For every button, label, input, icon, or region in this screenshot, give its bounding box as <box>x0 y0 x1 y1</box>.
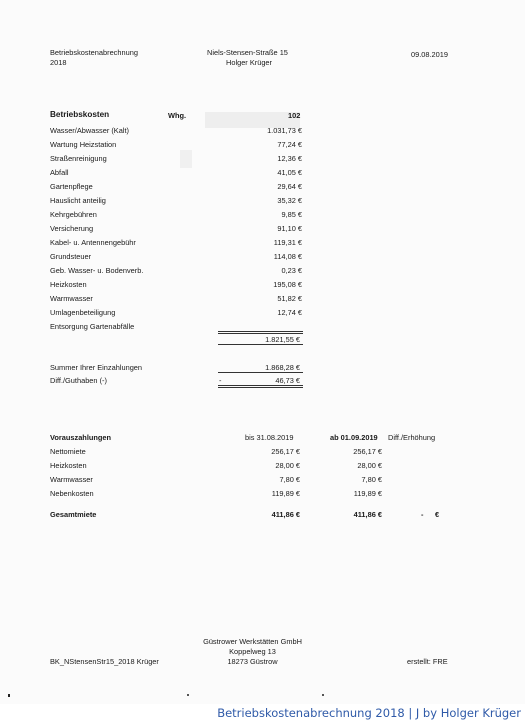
cost-row <box>50 126 305 140</box>
file-reference: BK_NStensenStr15_2018 Krüger <box>50 657 159 666</box>
cost-label: Wartung Heizstation <box>50 140 117 149</box>
cost-value: 114,08 € <box>273 252 302 261</box>
diff-sign: - <box>219 376 222 385</box>
prepayment-row <box>50 447 450 461</box>
cost-value: 12,74 € <box>277 308 302 317</box>
cost-value: 91,10 € <box>277 224 302 233</box>
col-until: bis 31.08.2019 <box>245 433 294 442</box>
diff-rule <box>218 385 303 386</box>
total-rent-label: Gesamtmiete <box>50 510 97 519</box>
cost-label: Kehrgebühren <box>50 210 97 219</box>
cost-row <box>50 280 305 294</box>
cost-row <box>50 238 305 252</box>
cost-value: 77,24 € <box>277 140 302 149</box>
prepayment-until: 7,80 € <box>279 475 300 484</box>
cost-row <box>50 308 305 322</box>
cost-value: 1.031,73 € <box>267 126 302 135</box>
cost-row <box>50 210 305 224</box>
company-street: Koppelweg 13 <box>229 647 276 656</box>
doc-title: Betriebskostenabrechnung <box>50 48 138 57</box>
cost-row <box>50 196 305 210</box>
company-name: Güstrower Werkstätten GmbH <box>203 637 302 646</box>
prepayment-label: Nettomiete <box>50 447 86 456</box>
cost-row <box>50 182 305 196</box>
cost-label: Wasser/Abwasser (Kalt) <box>50 126 129 135</box>
tenant-name: Holger Krüger <box>226 58 273 67</box>
prepayment-total-row <box>50 510 450 524</box>
cost-label: Grundsteuer <box>50 252 92 261</box>
cost-label: Kabel- u. Antennengebühr <box>50 238 136 247</box>
prepayment-row <box>50 489 450 503</box>
total-rent-until: 411,86 € <box>271 510 300 519</box>
image-caption-link[interactable]: Betriebskostenabrechnung 2018 | J by Holger Krüger <box>217 706 521 720</box>
unit-label: Whg. <box>168 111 187 120</box>
cost-label: Gartenpflege <box>50 182 93 191</box>
total-rent-diff-euro: € <box>435 510 440 519</box>
prepayments-heading: Vorauszahlungen <box>50 433 112 442</box>
cost-label: Hauslicht anteilig <box>50 196 106 205</box>
col-from: ab 01.09.2019 <box>330 433 378 442</box>
cost-label: Umlagenbeteiligung <box>50 308 116 317</box>
cost-value: 41,05 € <box>277 168 302 177</box>
costs-total: 1.821,55 € <box>265 335 300 344</box>
prepayment-from: 119,89 € <box>353 489 382 498</box>
prepayment-from: 28,00 € <box>357 461 382 470</box>
doc-year: 2018 <box>50 58 67 67</box>
cost-label: Geb. Wasser- u. Bodenverb. <box>50 266 144 275</box>
cost-row <box>50 168 305 182</box>
scan-artifact <box>322 694 324 696</box>
cost-label: Entsorgung Gartenabfälle <box>50 322 135 331</box>
cost-row <box>50 252 305 266</box>
cost-value: 119,31 € <box>273 238 302 247</box>
prepayment-row <box>50 461 450 475</box>
cost-value: 12,36 € <box>277 154 302 163</box>
prepayment-until: 28,00 € <box>275 461 300 470</box>
total-rent-from: 411,86 € <box>353 510 382 519</box>
prepayment-label: Nebenkosten <box>50 489 94 498</box>
diff-label: Diff./Guthaben (-) <box>50 376 107 385</box>
created-by: erstellt: FRE <box>407 657 448 666</box>
costs-heading: Betriebskosten <box>50 110 110 119</box>
diff-value: 46,73 € <box>275 376 300 385</box>
cost-value: 195,08 € <box>273 280 302 289</box>
cost-label: Heizkosten <box>50 280 87 289</box>
prepayment-until: 256,17 € <box>271 447 300 456</box>
total-rule-top <box>218 333 303 334</box>
cost-row <box>50 140 305 154</box>
prepayment-from: 256,17 € <box>353 447 382 456</box>
cost-value: 9,85 € <box>281 210 302 219</box>
scan-artifact <box>187 694 189 696</box>
unit-number: 102 <box>288 111 301 120</box>
prepayment-from: 7,80 € <box>361 475 382 484</box>
cost-label: Versicherung <box>50 224 94 233</box>
company-city: 18273 Güstrow <box>227 657 278 666</box>
cost-row <box>50 294 305 308</box>
cost-label: Abfall <box>50 168 69 177</box>
col-diff: Diff./Erhöhung <box>388 433 436 442</box>
cost-value: 0,23 € <box>281 266 302 275</box>
prepayment-label: Heizkosten <box>50 461 87 470</box>
total-rent-diff-dash: - <box>421 510 424 519</box>
cost-label: Straßenreinigung <box>50 154 107 163</box>
payments-label: Summer Ihrer Einzahlungen <box>50 363 143 372</box>
cost-row <box>50 266 305 280</box>
prepayment-until: 119,89 € <box>271 489 300 498</box>
cost-row <box>50 224 305 238</box>
prepayment-row <box>50 475 450 489</box>
diff-rule <box>218 387 303 388</box>
cost-value: 51,82 € <box>277 294 302 303</box>
total-rule-top <box>218 331 303 332</box>
doc-date: 09.08.2019 <box>411 50 448 59</box>
cost-value: 29,64 € <box>277 182 302 191</box>
payments-rule <box>218 372 303 373</box>
scan-artifact <box>8 694 10 697</box>
payments-value: 1.868,28 € <box>265 363 300 372</box>
prepayment-label: Warmwasser <box>50 475 93 484</box>
cost-row <box>50 154 305 168</box>
cost-value: 35,32 € <box>277 196 302 205</box>
total-rule-bottom <box>218 344 303 345</box>
cost-label: Warmwasser <box>50 294 93 303</box>
address: Niels-Stensen-Straße 15 <box>207 48 288 57</box>
